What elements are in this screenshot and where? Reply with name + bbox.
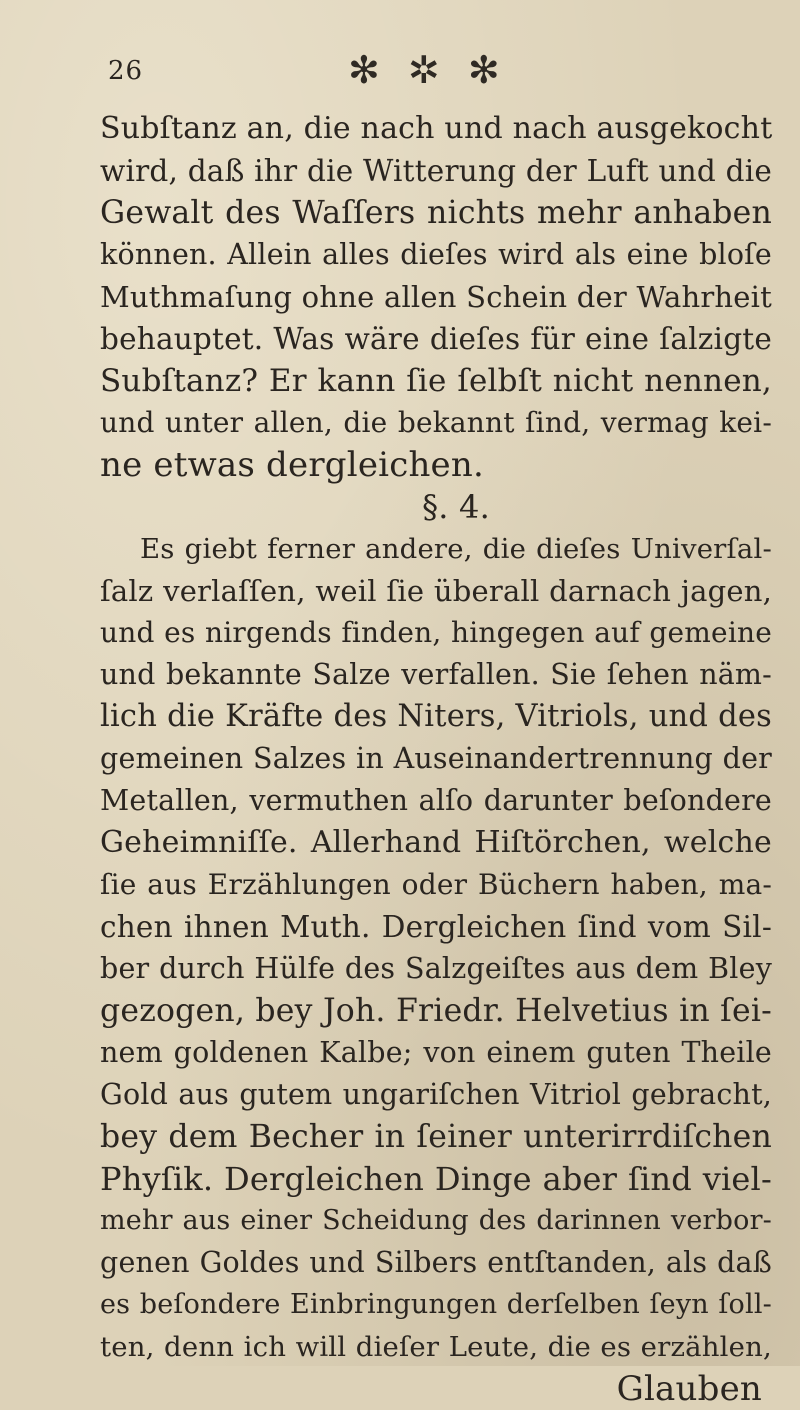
text-line: Subſtanz? Er kann ſie ſelbſt nicht nennen,: [100, 363, 772, 399]
text-line: ne etwas dergleichen.: [100, 445, 484, 485]
text-line: bey dem Becher in ſeiner unterirrdiſchen: [100, 1119, 772, 1155]
text-line: gemeinen Salzes in Auseinandertrennung der: [100, 742, 772, 775]
catchword: Glauben: [616, 1369, 762, 1409]
text-line: mehr aus einer Scheidung des darinnen verbor-: [100, 1205, 772, 1236]
text-line: gezogen, bey Joh. Friedr. Helvetius in ſei-: [100, 993, 772, 1029]
text-line: genen Goldes und Silbers entſtanden, als daß: [100, 1246, 772, 1279]
text-line: ten, denn ich will dieſer Leute, die es erzählen,: [100, 1331, 772, 1363]
header-ornament: ✻ ✲ ✻: [348, 48, 508, 92]
text-line: es beſondere Einbringungen derſelben ſeyn ſoll-: [100, 1289, 772, 1320]
text-line: Geheimniſſe. Allerhand Hiſtörchen, welche: [100, 825, 772, 860]
text-line: Es giebt ferner andere, die dieſes Univerſal-: [140, 533, 772, 565]
text-line: ber durch Hülfe des Salzgeiſtes aus dem Bley: [100, 952, 772, 985]
text-line: Subſtanz an, die nach und nach ausgekocht: [100, 111, 773, 146]
text-line: nem goldenen Kalbe; von einem guten Theile: [100, 1036, 772, 1069]
page-number: 26: [108, 56, 144, 86]
text-line: und es nirgends finden, hingegen auf gemeine: [100, 616, 772, 649]
text-line: wird, daß ihr die Witterung der Luft und die: [100, 154, 772, 188]
page-header: [0, 42, 800, 102]
text-line: Gewalt des Waſſers nichts mehr anhaben: [100, 195, 772, 231]
text-line: und unter allen, die bekannt ſind, vermag kei-: [100, 406, 772, 439]
text-line: lich die Kräfte des Niters, Vitriols, und des: [100, 699, 772, 734]
text-line: Muthmaſung ohne allen Schein der Wahrheit: [100, 280, 772, 314]
text-line: können. Allein alles dieſes wird als eine bloſe: [100, 238, 772, 271]
text-line: und bekannte Salze verfallen. Sie ſehen näm-: [100, 658, 772, 691]
text-line: behauptet. Was wäre dieſes für eine ſalzigte: [100, 322, 772, 356]
section-heading: §. 4.: [422, 488, 490, 526]
text-line: chen ihnen Muth. Dergleichen ſind vom Sil-: [100, 910, 772, 944]
text-line: ſie aus Erzählungen oder Büchern haben, ma-: [100, 868, 772, 901]
body-text: [100, 108, 772, 1410]
text-line: Metallen, vermuthen alſo darunter beſondere: [100, 784, 772, 817]
text-line: Gold aus gutem ungariſchen Vitriol gebracht,: [100, 1078, 772, 1111]
text-line: Phyſik. Dergleichen Dinge aber ſind viel-: [100, 1160, 772, 1198]
text-line: ſalz verlaſſen, weil ſie überall darnach jagen,: [100, 574, 772, 608]
